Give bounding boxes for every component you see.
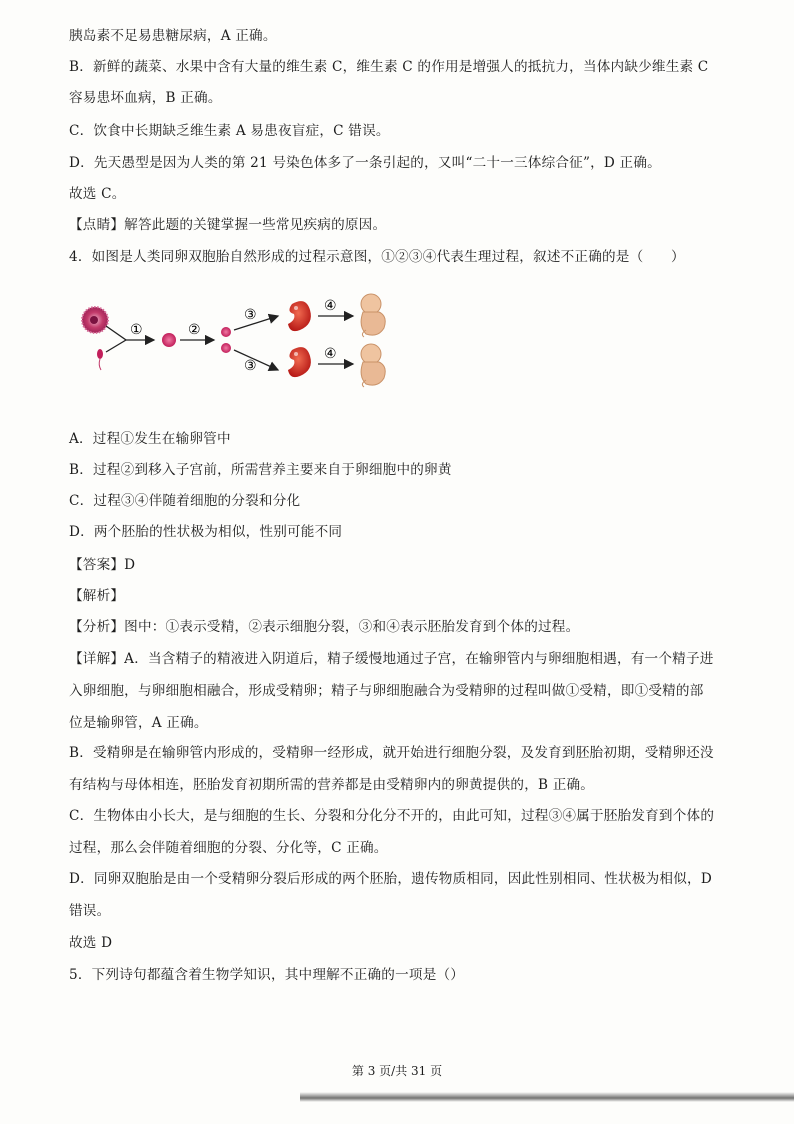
text-line: B．新鲜的蔬菜、水果中含有大量的维生素 C，维生素 C 的作用是增强人的抵抗力，当体内缺少维生素 C	[69, 59, 709, 75]
text-line: 故选 C。	[69, 186, 126, 202]
detail-line: 过程，那么会伴随着细胞的分裂、分化等，C 正确。	[69, 840, 388, 856]
egg-cell-icon	[82, 307, 108, 333]
option-a: A．过程①发生在输卵管中	[69, 431, 231, 447]
embryo-icon	[288, 347, 311, 377]
sperm-cell-icon	[97, 349, 103, 370]
zygote-icon	[162, 333, 176, 347]
detail-line: 位是输卵管，A 正确。	[69, 715, 208, 731]
fetus-icon	[361, 294, 385, 337]
text-line: 胰岛素不足易患糖尿病，A 正确。	[69, 28, 277, 44]
detail-line: B．受精卵是在输卵管内形成的，受精卵一经形成，就开始进行细胞分裂，及发育到胚胎初期，受精卵还没	[69, 745, 714, 761]
text-line: D．先天愚型是因为人类的第 21 号染色体多了一条引起的，又叫“二十一三体综合征”，D 正确。	[69, 155, 661, 171]
cell-icon	[221, 327, 231, 337]
detail-line: 入卵细胞，与卵细胞相融合，形成受精卵；精子与卵细胞融合为受精卵的过程叫做①受精，即①受精的部	[69, 683, 704, 699]
answer-line: 【答案】D	[69, 557, 136, 573]
page-footer: 第 3 页/共 31 页	[351, 1064, 443, 1078]
process-label: ①	[130, 322, 143, 338]
twin-formation-diagram	[70, 290, 400, 400]
detail-line: 错误。	[69, 903, 111, 919]
question-4-stem: 4．如图是人类同卵双胞胎自然形成的过程示意图，①②③④代表生理过程，叙述不正确的是（ ）	[69, 249, 685, 265]
process-label: ②	[188, 322, 201, 338]
cell-icon	[221, 343, 231, 353]
text-line: 容易患坏血病，B 正确。	[69, 90, 222, 106]
analysis-summary: 【分析】图中：①表示受精，②表示细胞分裂，③和④表示胚胎发育到个体的过程。	[69, 619, 580, 635]
text-line: C．饮食中长期缺乏维生素 A 易患夜盲症，C 错误。	[69, 123, 390, 139]
detail-line: C．生物体由小长大，是与细胞的生长、分裂和分化分不开的，由此可知，过程③④属于胚胎发育到个体的	[69, 808, 715, 824]
fetus-icon	[361, 344, 385, 387]
process-label: ③	[244, 358, 257, 374]
scan-shadow	[300, 1092, 794, 1102]
detail-line: 【详解】A．当含精子的精液进入阴道后，精子缓慢地通过子宫，在输卵管内与卵细胞相遇，有一个精子进	[69, 651, 714, 667]
process-label: ③	[244, 307, 257, 323]
detail-line: 有结构与母体相连，胚胎发育初期所需的营养都是由受精卵内的卵黄提供的，B 正确。	[69, 777, 595, 793]
option-b: B．过程②到移入子宫前，所需营养主要来自于卵细胞中的卵黄	[69, 462, 452, 478]
process-label: ④	[324, 346, 337, 362]
option-d: D．两个胚胎的性状极为相似，性别可能不同	[69, 524, 343, 540]
embryo-icon	[288, 301, 311, 331]
analysis-heading: 【解析】	[69, 588, 125, 604]
note-line: 【点睛】解答此题的关键掌握一些常见疾病的原因。	[69, 217, 387, 233]
detail-line: D．同卵双胞胎是由一个受精卵分裂后形成的两个胚胎，遗传物质相同，因此性别相同、性状极为相似，D	[69, 871, 712, 887]
process-label: ④	[324, 298, 337, 314]
detail-line: 故选 D	[69, 935, 113, 951]
option-c: C．过程③④伴随着细胞的分裂和分化	[69, 493, 301, 509]
question-5-stem: 5．下列诗句都蕴含着生物学知识，其中理解不正确的一项是（）	[69, 967, 465, 983]
